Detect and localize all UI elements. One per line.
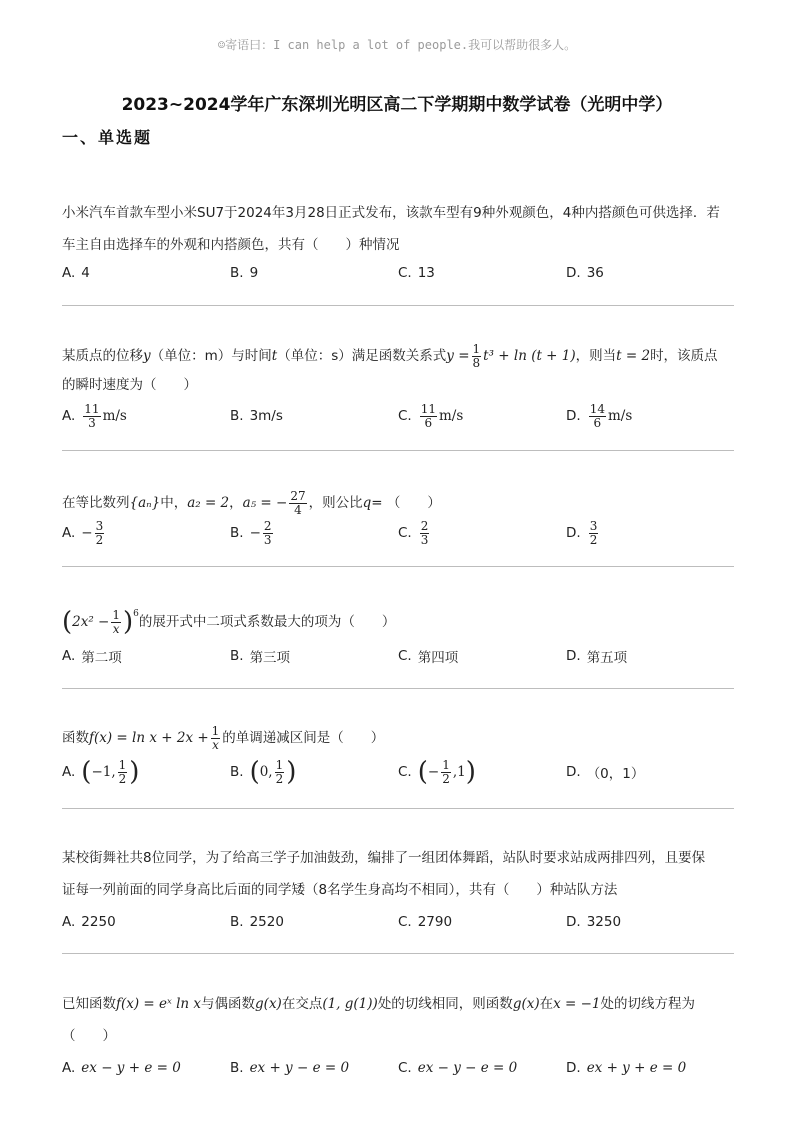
divider xyxy=(62,953,734,954)
question-5-options xyxy=(62,757,734,787)
option-label: A. xyxy=(62,914,76,930)
fraction: $\frac{3}{2}$ xyxy=(95,518,104,547)
question-7-stem-line1: 已知函数 f(x) = eˣ ln x 与偶函数 g(x) 在交点 (1, g(1)) 处的切线相同，则函数 g(x) 在 x = −1 处的切线方程为 xyxy=(62,996,696,1012)
option-c[interactable]: C. 2790 xyxy=(398,914,453,930)
option-b[interactable]: B. ex + y − e = 0 xyxy=(230,1060,350,1076)
option-label: A. xyxy=(62,265,76,281)
option-c[interactable]: C. $\frac{11}{6}$ m/s xyxy=(398,401,464,430)
question-7 xyxy=(62,988,734,1076)
question-1-stem-line2: 车主自由选择车的外观和内搭颜色，共有（ ）种情况 xyxy=(62,237,400,253)
option-label: D. xyxy=(566,764,581,780)
divider xyxy=(62,688,734,689)
section-heading: 一、单选题 xyxy=(62,128,153,147)
question-4 xyxy=(62,602,734,666)
fraction: $\frac{14}{6}$ xyxy=(589,401,605,430)
question-3-stem: 在等比数列 {aₙ} 中， a₂ = 2 ， a₅ = − $\frac{27}{4}$ ，则公比 q = （ ） xyxy=(62,488,441,517)
question-7-options xyxy=(62,1056,734,1080)
option-label: D. xyxy=(566,525,581,541)
question-5-stem: 函数 f(x) = ln x + 2x + $\frac{1}{x}$ 的单调递减区间是（ ） xyxy=(62,723,385,752)
option-b[interactable]: B. − $\frac{2}{3}$ xyxy=(230,518,272,547)
option-label: C. xyxy=(398,408,412,424)
option-a[interactable]: A. ( −1, $\frac{1}{2}$ ) xyxy=(62,757,140,787)
divider xyxy=(62,305,734,306)
option-label: D. xyxy=(566,648,581,664)
option-b[interactable]: B. 第三项 xyxy=(230,648,291,666)
paren: ) xyxy=(129,757,140,787)
option-label: A. xyxy=(62,648,76,664)
option-label: B. xyxy=(230,914,244,930)
fraction: $\frac{1}{2}$ xyxy=(118,757,127,786)
option-c[interactable]: C. 13 xyxy=(398,265,435,281)
fraction: $\frac{2}{3}$ xyxy=(420,518,429,547)
question-2-stem-line1: 某质点的位移 y （单位：m）与时间 t （单位：s）满足函数关系式 y = $\frac{1}{8}$ t³ + ln (t + 1) ，则当 t = 2 时，该质点 xyxy=(62,341,718,370)
option-a[interactable]: A. ex − y + e = 0 xyxy=(62,1060,181,1076)
option-d[interactable]: D. 3250 xyxy=(566,914,622,930)
option-d[interactable]: D. 36 xyxy=(566,265,604,281)
option-label: C. xyxy=(398,525,412,541)
option-label: B. xyxy=(230,408,244,424)
option-label: C. xyxy=(398,1060,412,1076)
fraction: $\frac{11}{3}$ xyxy=(84,401,100,430)
option-label: B. xyxy=(230,1060,244,1076)
option-label: D. xyxy=(566,1060,581,1076)
question-2-options xyxy=(62,401,734,430)
option-a[interactable]: A. 4 xyxy=(62,265,90,281)
fraction: $\frac{27}{4}$ xyxy=(290,488,306,517)
option-a[interactable]: A. − $\frac{3}{2}$ xyxy=(62,518,104,547)
question-1-options xyxy=(62,261,734,285)
fraction: $\frac{1}{x}$ xyxy=(112,607,121,636)
option-c[interactable]: C. ( − $\frac{1}{2}$ ,1 ) xyxy=(398,757,476,787)
question-3 xyxy=(62,487,734,547)
question-3-options xyxy=(62,518,734,547)
fraction: $\frac{11}{6}$ xyxy=(420,401,436,430)
question-6 xyxy=(62,842,734,930)
question-4-stem: ( 2x² − $\frac{1}{x}$ ) $^6$ 的展开式中二项式系数最大的项为（ ） xyxy=(62,607,396,637)
question-4-options xyxy=(62,644,734,668)
option-label: A. xyxy=(62,408,76,424)
question-2 xyxy=(62,340,734,430)
option-label: A. xyxy=(62,764,76,780)
option-label: C. xyxy=(398,914,412,930)
option-a[interactable]: A. $\frac{11}{3}$ m/s xyxy=(62,401,127,430)
paren: ( xyxy=(417,757,428,787)
paren: ) xyxy=(465,757,476,787)
option-b[interactable]: B. 3m/s xyxy=(230,408,283,424)
paren: ( xyxy=(249,757,260,787)
option-c[interactable] xyxy=(398,518,431,547)
divider xyxy=(62,808,734,809)
option-label: C. xyxy=(398,648,412,664)
fraction: $\frac{2}{3}$ xyxy=(263,518,272,547)
fraction: $\frac{1}{2}$ xyxy=(275,757,284,786)
option-label: C. xyxy=(398,764,412,780)
option-d[interactable]: D. ex + y + e = 0 xyxy=(566,1060,687,1076)
fraction: $\frac{3}{2}$ xyxy=(589,518,598,547)
option-label: D. xyxy=(566,914,581,930)
option-c[interactable]: C. ex − y − e = 0 xyxy=(398,1060,518,1076)
option-label: B. xyxy=(230,525,244,541)
divider xyxy=(62,450,734,451)
option-label: C. xyxy=(398,265,412,281)
option-label: B. xyxy=(230,265,244,281)
question-1-stem-line1: 小米汽车首款车型小米SU7于2024年3月28日正式发布，该款车型有9种外观颜色，4种内搭颜色可供选择．若 xyxy=(62,205,720,221)
paren: ( xyxy=(62,607,73,637)
paren: ) xyxy=(123,607,134,637)
option-label: B. xyxy=(230,764,244,780)
question-2-stem-line2: 的瞬时速度为（ ） xyxy=(62,377,197,393)
question-6-options xyxy=(62,910,734,934)
question-6-stem-line1: 某校街舞社共8位同学，为了给高三学子加油鼓劲，编排了一组团体舞蹈，站队时要求站成两排四列，且要保 xyxy=(62,850,706,866)
option-label: D. xyxy=(566,408,581,424)
fraction: $\frac{1}{2}$ xyxy=(442,757,450,786)
option-label: A. xyxy=(62,1060,76,1076)
paren: ) xyxy=(286,757,297,787)
divider xyxy=(62,566,734,567)
option-b[interactable]: B. 9 xyxy=(230,265,259,281)
option-a[interactable]: A. 第二项 xyxy=(62,648,122,666)
option-label: D. xyxy=(566,265,581,281)
option-label: A. xyxy=(62,525,76,541)
option-b[interactable]: B. 2520 xyxy=(230,914,284,930)
question-5 xyxy=(62,722,734,787)
option-a[interactable]: A. 2250 xyxy=(62,914,116,930)
exam-title: 2023~2024学年广东深圳光明区高二下学期期中数学试卷（光明中学） xyxy=(121,95,673,115)
option-d[interactable] xyxy=(566,518,600,547)
option-label: B. xyxy=(230,648,244,664)
question-6-stem-line2: 证每一列前面的同学身高比后面的同学矮（8名学生身高均不相同），共有（ ）种站队方法 xyxy=(62,882,618,898)
question-1 xyxy=(62,197,734,281)
option-d[interactable]: D. 第五项 xyxy=(566,648,628,666)
motto-text: ☺寄语曰：I can help a lot of people.我可以帮助很多人。 xyxy=(217,38,577,52)
fraction: $\frac{1}{x}$ xyxy=(211,723,220,752)
question-7-stem-line2: （ ） xyxy=(62,1028,116,1044)
option-d[interactable]: D. （0，1） xyxy=(566,764,645,782)
fraction: $\frac{1}{8}$ xyxy=(472,341,481,370)
option-d[interactable]: D. $\frac{14}{6}$ m/s xyxy=(566,401,633,430)
paren: ( xyxy=(81,757,92,787)
option-b[interactable]: B. ( 0, $\frac{1}{2}$ ) xyxy=(230,757,297,787)
option-c[interactable]: C. 第四项 xyxy=(398,648,459,666)
